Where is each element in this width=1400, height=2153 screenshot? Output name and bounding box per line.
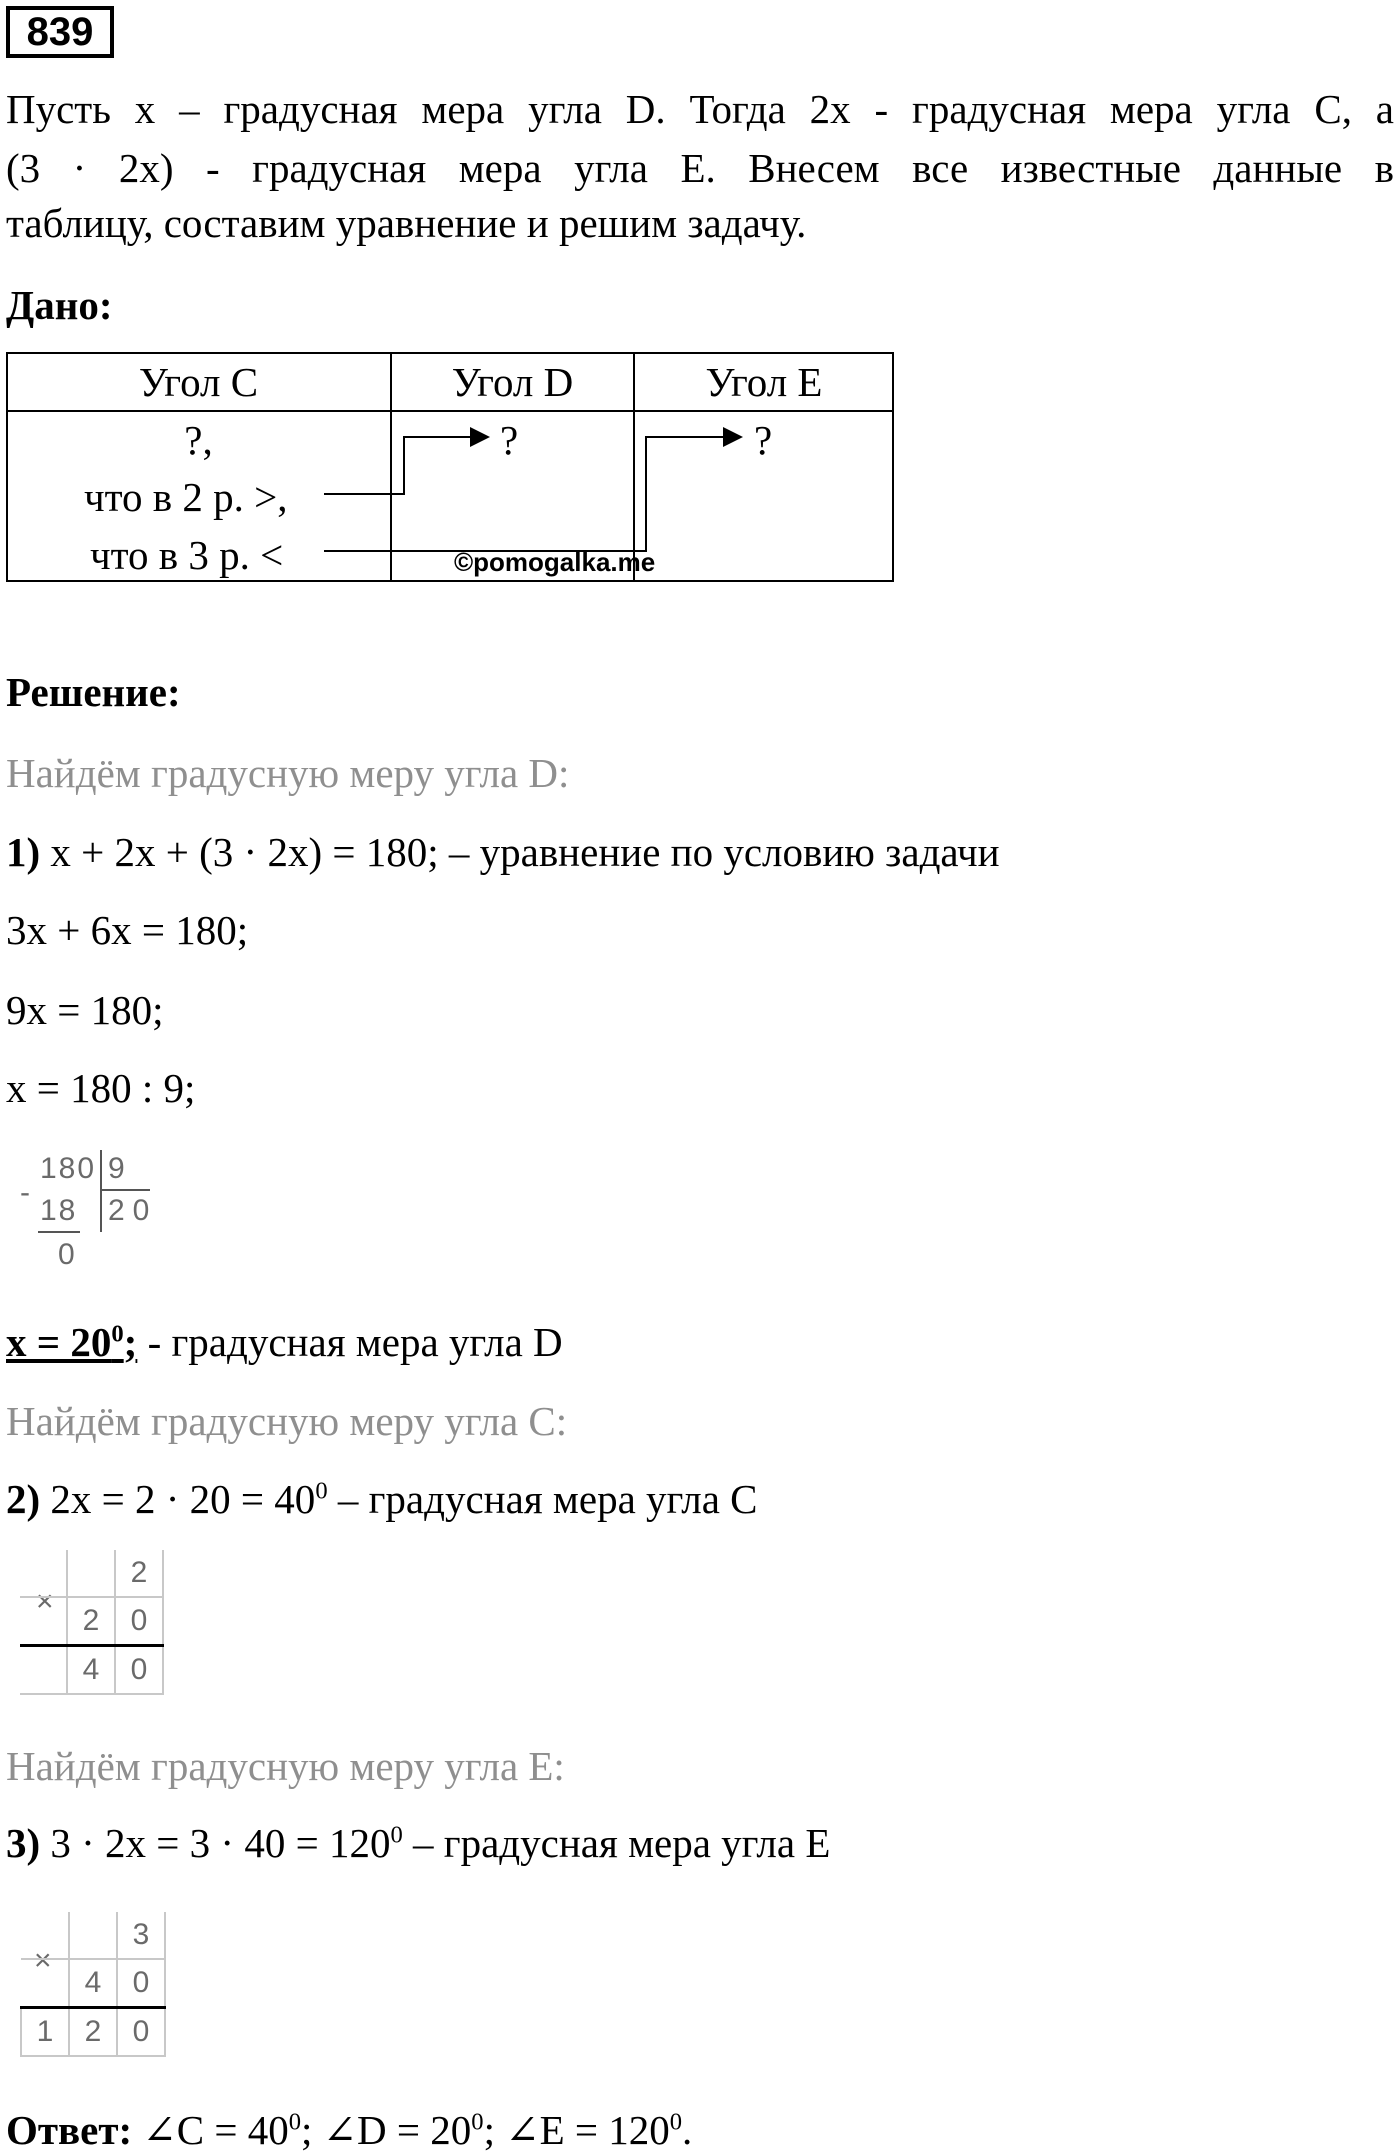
answer-angle-c: ∠C = 40 (132, 2107, 289, 2153)
answer-label: Ответ: (6, 2107, 133, 2153)
step-3 (6, 1820, 831, 1866)
step-2-number: 2) (6, 1476, 41, 1522)
long-division (18, 1148, 168, 1276)
mult-e-cell: 0 (117, 2008, 165, 2057)
mult-e-grid (20, 1912, 166, 2057)
header-angle-e: Угол E (705, 359, 823, 405)
answer-end: . (682, 2107, 693, 2153)
header-angle-c: Угол C (138, 359, 259, 405)
given-heading: Дано: (6, 282, 113, 328)
division-dividend: 180 (40, 1152, 97, 1185)
division-minus: - (20, 1176, 30, 1209)
intro-line-1: Пусть x – градусная мера угла D. Тогда 2x - градусная мера угла C, а (6, 86, 1394, 132)
answer-angle-c-degree: 0 (288, 2108, 302, 2136)
step-2-degree: 0 (315, 1477, 328, 1505)
mult-e-cell: 0 (117, 1959, 165, 2008)
division-divisor: 9 (108, 1152, 125, 1185)
division-subtrahend: 18 (40, 1194, 78, 1227)
find-angle-c-label: Найдём градусную меру угла C: (6, 1398, 568, 1444)
answer-angle-d: ; ∠D = 20 (301, 2107, 472, 2153)
result-angle-d (6, 1319, 563, 1365)
mult-e-cell: 2 (69, 2008, 117, 2057)
find-angle-d-label: Найдём градусную меру угла D: (6, 750, 570, 796)
header-angle-d: Угол D (451, 359, 574, 405)
result-x-semicolon: ; (123, 1319, 138, 1365)
mult-c-cell (67, 1550, 115, 1597)
answer-line (6, 2107, 693, 2153)
mult-c-cell (20, 1597, 67, 1646)
mult-e-cell: 3 (117, 1912, 165, 1959)
step-3-degree: 0 (390, 1821, 403, 1849)
intro-line-3: таблицу, составим уравнение и решим задачу. (6, 200, 807, 246)
mult-e-cell: 4 (69, 1959, 117, 2008)
step-2-equation: 2x = 2 · 20 = 40 (40, 1476, 316, 1522)
answer-angle-d-degree: 0 (471, 2108, 484, 2136)
step-1-equation: x + 2x + (3 · 2x) = 180; – уравнение по условию задачи (40, 829, 1000, 875)
mult-e-cell (21, 1912, 69, 1959)
mult-c-cell: 0 (115, 1597, 163, 1646)
mult-c-sign: × (36, 1585, 54, 1618)
angle-c-line-2: что в 2 р. >, (84, 474, 288, 520)
step-2 (6, 1476, 758, 1522)
mult-c-cell: 0 (115, 1646, 163, 1695)
angle-c-line-1: ?, (184, 417, 213, 463)
mult-c-cell: 2 (67, 1597, 115, 1646)
solution-heading: Решение: (6, 669, 181, 715)
equation-line-2: 3x + 6x = 180; (6, 907, 249, 953)
mult-c-cell: 4 (67, 1646, 115, 1695)
given-table (6, 352, 894, 582)
find-angle-e-label: Найдём градусную меру угла E: (6, 1743, 565, 1789)
mult-e-cell (69, 1912, 117, 1959)
division-quotient: 20 (108, 1194, 158, 1227)
division-remainder: 0 (58, 1238, 75, 1271)
mult-e-cell: 1 (21, 2008, 69, 2057)
result-x-base: x = 20 (6, 1319, 112, 1365)
step-3-number: 3) (6, 1820, 41, 1866)
mult-c-cell (20, 1550, 67, 1597)
answer-angle-e: ; ∠E = 120 (483, 2107, 670, 2153)
intro-line-2: (3 · 2x) - градусная мера угла E. Внесем все известные данные в (6, 145, 1394, 191)
result-x-degree: 0 (111, 1320, 124, 1348)
result-d-description: - градусная мера угла D (137, 1319, 563, 1365)
mult-e-sign: × (34, 1944, 52, 1977)
answer-angle-e-degree: 0 (669, 2108, 683, 2136)
equation-line-3: 9x = 180; (6, 987, 164, 1033)
mult-c-grid (20, 1550, 164, 1695)
mult-c-cell: 2 (115, 1550, 163, 1597)
mult-c-cell (20, 1646, 67, 1695)
result-x-value (6, 1319, 137, 1365)
equation-line-4: x = 180 : 9; (6, 1065, 196, 1111)
angle-c-line-3: что в 3 р. < (90, 532, 284, 578)
problem-number-box: 839 (6, 6, 114, 58)
step-3-equation: 3 · 2x = 3 · 40 = 120 (40, 1820, 391, 1866)
step-1-number: 1) (6, 829, 41, 875)
angle-e-value: ? (754, 417, 773, 463)
watermark: ©pomogalka.me (454, 547, 656, 577)
step-2-description: – градусная мера угла C (327, 1476, 758, 1522)
angle-d-value: ? (500, 417, 519, 463)
mult-e-cell (21, 1959, 69, 2008)
step-3-description: – градусная мера угла E (402, 1820, 831, 1866)
step-1 (6, 829, 1000, 875)
